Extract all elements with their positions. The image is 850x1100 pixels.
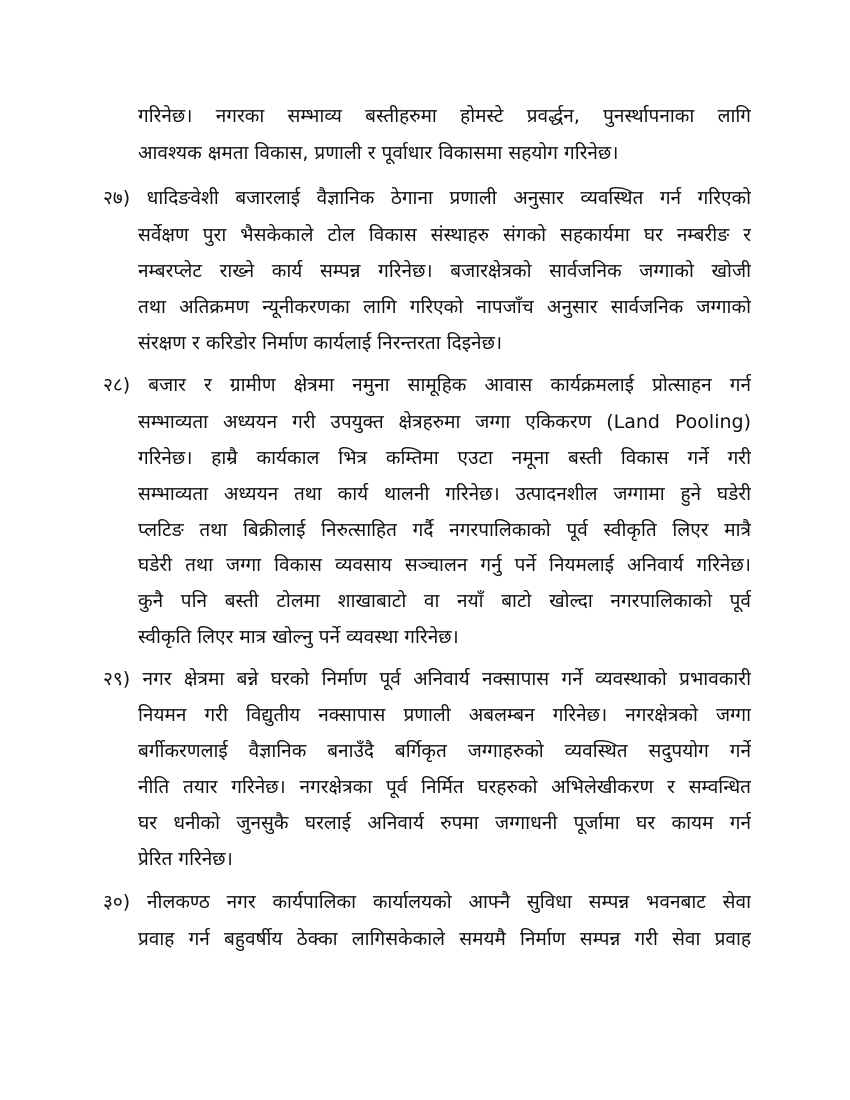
paragraph-line: सम्भाव्यता अध्ययन तथा कार्य थालनी गरिनेछ। उत्पादनशील जग्गामा हुने घडेरी (138, 483, 751, 505)
paragraph-line: प्रेरित गरिनेछ। (138, 848, 233, 870)
paragraph-line: आवश्यक क्षमता विकास, प्रणाली र पूर्वाधार विकासमा सहयोग गरिनेछ। (138, 142, 619, 164)
paragraph-line: प्रवाह गर्न बहुवर्षीय ठेक्का लागिसकेकाले समयमै निर्माण सम्पन्न गरी सेवा प्रवाह (138, 928, 751, 950)
paragraph-line: स्वीकृति लिएर मात्र खोल्नु पर्ने व्यवस्था गरिनेछ। (138, 626, 459, 648)
paragraph-line: नीति तयार गरिनेछ। नगरक्षेत्रका पूर्व निर्मित घरहरुको अभिलेखीकरण र सम्वन्धित (138, 776, 751, 798)
paragraph-line: घडेरी तथा जग्गा विकास व्यवसाय सञ्चालन गर्नु पर्ने नियमलाई अनिवार्य गरिनेछ। (138, 554, 751, 576)
paragraph-line: घर धनीको जुनसुकै घरलाई अनिवार्य रुपमा जग्गाधनी पूर्जामा घर कायम गर्न (138, 812, 751, 834)
paragraph-line: सर्वेक्षण पुरा भैसकेकाले टोल विकास संस्थाहरु संगको सहकार्यमा घर नम्बरीङ र (138, 224, 751, 246)
paragraph-line: संरक्षण र करिडोर निर्माण कार्यलाई निरन्तरता दिइनेछ। (138, 332, 503, 354)
paragraph-line: ३०) नीलकण्ठ नगर कार्यपालिका कार्यालयको आफ्नै सुविधा सम्पन्न भवनबाट सेवा (103, 891, 751, 913)
paragraph-line: नम्बरप्लेट राख्ने कार्य सम्पन्न गरिनेछ। बजारक्षेत्रको सार्वजनिक जग्गाको खोजी (138, 260, 751, 282)
paragraph-line: तथा अतिक्रमण न्यूनीकरणका लागि गरिएको नापजाँच अनुसार सार्वजनिक जग्गाको (138, 296, 751, 318)
paragraph-line: प्लटिङ तथा बिक्रीलाई निरुत्साहित गर्दै नगरपालिकाको पूर्व स्वीकृति लिएर मात्रै (138, 519, 751, 541)
paragraph-line: नियमन गरी विद्युतीय नक्सापास प्रणाली अबलम्बन गरिनेछ। नगरक्षेत्रको जग्गा (138, 704, 751, 726)
paragraph-line: गरिनेछ। हाम्रै कार्यकाल भित्र कम्तिमा एउटा नमूना बस्ती विकास गर्ने गरी (138, 447, 751, 469)
paragraph-line: २७) धादिङवेशी बजारलाई वैज्ञानिक ठेगाना प्रणाली अनुसार व्यवस्थित गर्न गरिएको (103, 187, 751, 209)
paragraph-line: सम्भाव्यता अध्ययन गरी उपयुक्त क्षेत्रहरुमा जग्गा एकिकरण (Land Pooling) (138, 411, 751, 433)
paragraph-line: कुनै पनि बस्ती टोलमा शाखाबाटो वा नयाँ बाटो खोल्दा नगरपालिकाको पूर्व (138, 590, 751, 612)
paragraph-line: २८) बजार र ग्रामीण क्षेत्रमा नमुना सामूहिक आवास कार्यक्रमलाई प्रोत्साहन गर्न (103, 374, 751, 396)
paragraph-line: २९) नगर क्षेत्रमा बन्ने घरको निर्माण पूर्व अनिवार्य नक्सापास गर्ने व्यवस्थाको प्रभावकारी (103, 668, 751, 690)
paragraph-line: गरिनेछ। नगरका सम्भाव्य बस्तीहरुमा होमस्टे प्रवर्द्धन, पुनर्स्थापनाका लागि (138, 105, 751, 127)
paragraph-line: बर्गीकरणलाई वैज्ञानिक बनाउँदै बर्गिकृत जग्गाहरुको व्यवस्थित सदुपयोग गर्ने (138, 740, 751, 762)
